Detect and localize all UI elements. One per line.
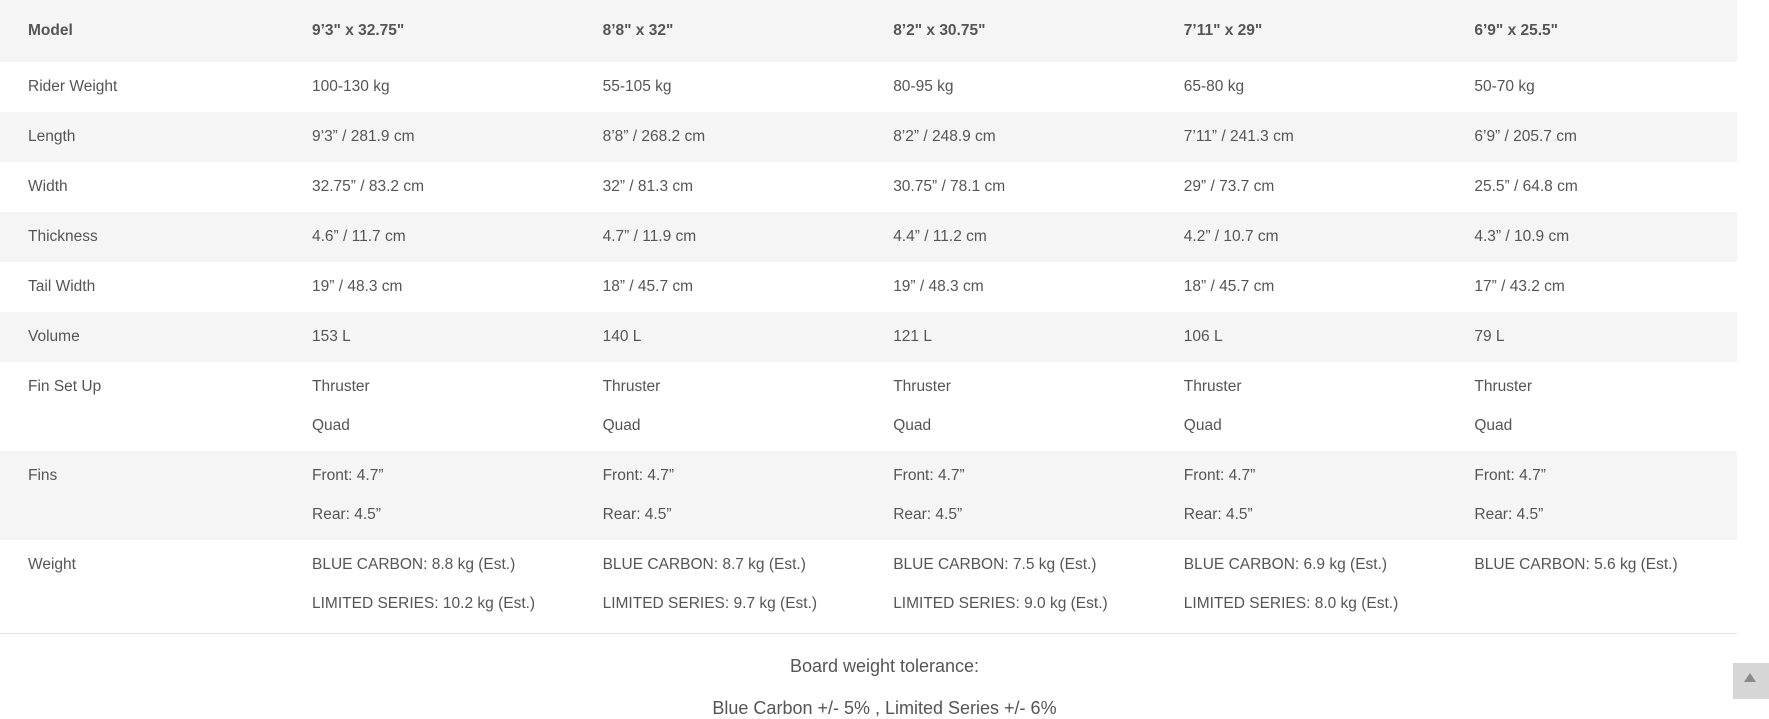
table-cell [284,112,575,162]
cell-line: 4.4” / 11.2 cm [893,228,987,245]
table-body [0,62,1737,634]
table-cell [1156,362,1447,451]
cell-line: LIMITED SERIES: 9.7 kg (Est.) [602,595,818,612]
cell-line: LIMITED SERIES: 8.0 kg (Est.) [1183,595,1399,612]
table-header-row [0,0,1737,62]
table-cell [284,540,575,634]
table-cell [1446,112,1737,162]
cell-line: Quad [893,417,932,434]
cell-line: 18” / 45.7 cm [602,278,694,295]
table-cell [1156,212,1447,262]
cell-line: 18” / 45.7 cm [1183,278,1275,295]
table-cell [1156,162,1447,212]
cell-line: 29” / 73.7 cm [1183,178,1275,195]
column-header-size-1: 9’3" x 32.75" [312,22,405,39]
cell-line: 121 L [893,328,932,345]
table-cell [575,540,866,634]
cell-line: 140 L [602,328,642,345]
cell-line: LIMITED SERIES: 10.2 kg (Est.) [312,595,536,612]
cell-line: Rear: 4.5” [893,506,963,523]
row-label: Rider Weight [28,78,118,95]
table-row [0,212,1737,262]
cell-line: 17” / 43.2 cm [1474,278,1565,295]
cell-line: Thruster [1474,378,1533,395]
cell-line: Thruster [893,378,951,395]
table-cell [575,62,866,112]
table-header [0,0,1737,62]
table-cell [1446,162,1737,212]
column-header-size-5: 6’9" x 25.5" [1474,22,1559,39]
table-cell [865,362,1156,451]
row-label: Thickness [28,228,98,245]
table-cell [575,362,866,451]
row-label: Fin Set Up [28,378,102,395]
cell-line: 106 L [1183,328,1223,345]
table-cell [1156,62,1447,112]
cell-line: 4.2” / 10.7 cm [1183,228,1279,245]
cell-line: Quad [1474,417,1513,434]
cell-line: 153 L [312,328,351,345]
cell-line: 25.5” / 64.8 cm [1474,178,1578,195]
cell-line: Front: 4.7” [893,467,965,484]
cell-line: BLUE CARBON: 8.8 kg (Est.) [312,556,516,573]
table-cell [575,112,866,162]
cell-line: 4.3” / 10.9 cm [1474,228,1570,245]
cell-line: BLUE CARBON: 7.5 kg (Est.) [893,556,1097,573]
table-cell [575,312,866,362]
cell-line: Thruster [602,378,661,395]
table-cell [1156,262,1447,312]
table-cell [1156,451,1447,540]
cell-line: LIMITED SERIES: 9.0 kg (Est.) [893,595,1108,612]
table-cell [865,112,1156,162]
cell-line: Quad [312,417,350,434]
table-row [0,112,1737,162]
table-row [0,262,1737,312]
cell-line: 19” / 48.3 cm [312,278,403,295]
table-cell [1446,451,1737,540]
cell-line: Thruster [312,378,370,395]
table-cell [865,212,1156,262]
table-cell [1156,312,1447,362]
cell-line: 55-105 kg [602,78,672,95]
cell-line: 80-95 kg [893,78,954,95]
chevron-up-icon [1744,673,1756,682]
row-label: Width [28,178,68,195]
table-cell [1446,262,1737,312]
table-cell [575,212,866,262]
table-cell [575,262,866,312]
cell-line: BLUE CARBON: 8.7 kg (Est.) [602,556,806,573]
table-cell [1446,312,1737,362]
table-cell [865,162,1156,212]
column-header-size-3: 8’2" x 30.75" [893,22,986,39]
table-cell [1446,62,1737,112]
table-cell [284,262,575,312]
table-row [0,62,1737,112]
cell-line: Front: 4.7” [1474,467,1546,484]
table-cell [575,162,866,212]
cell-line: Rear: 4.5” [312,506,381,523]
cell-line: BLUE CARBON: 5.6 kg (Est.) [1474,556,1678,573]
cell-line: 50-70 kg [1474,78,1535,95]
table-cell [284,451,575,540]
cell-line: 30.75” / 78.1 cm [893,178,1006,195]
scrollbar-thumb[interactable] [1733,663,1769,699]
row-label: Weight [0,540,284,634]
cell-line: 65-80 kg [1183,78,1245,95]
table-cell [865,312,1156,362]
table-cell [284,362,575,451]
table-cell [1446,362,1737,451]
column-header-size-2: 8’8" x 32" [602,22,674,39]
table-row [0,362,1737,451]
row-label: Fins [28,467,58,484]
table-row [0,451,1737,540]
cell-line: 8’8” / 268.2 cm [602,128,706,145]
row-label: Length [28,128,76,145]
cell-line: Front: 4.7” [602,467,675,484]
table-cell [575,451,866,540]
column-header-model: Model [28,22,73,39]
cell-line: Front: 4.7” [1183,467,1256,484]
cell-line: 100-130 kg [312,78,390,95]
cell-line: 79 L [1474,328,1505,345]
table-cell [284,162,575,212]
table-cell [284,62,575,112]
row-label: Volume [28,328,80,345]
table-cell [865,451,1156,540]
cell-line: Quad [1183,417,1222,434]
table-cell [284,312,575,362]
row-label: Tail Width [28,278,96,295]
cell-line: 7’11” / 241.3 cm [1183,128,1294,145]
cell-line: Rear: 4.5” [1183,506,1253,523]
table-cell [865,62,1156,112]
weight-tolerance-notes [0,656,1769,719]
note-line-tolerance-values: Blue Carbon +/- 5% , Limited Series +/- 6% [712,697,1057,718]
cell-line: 8’2” / 248.9 cm [893,128,996,145]
cell-line: Rear: 4.5” [602,506,672,523]
cell-line: 4.6” / 11.7 cm [312,228,406,245]
table-cell [1446,212,1737,262]
cell-line: Rear: 4.5” [1474,506,1544,523]
cell-line: Front: 4.7” [312,467,384,484]
table-cell [865,262,1156,312]
cell-line: 4.7” / 11.9 cm [602,228,697,245]
table-cell [865,540,1156,634]
column-header-size-4: 7’11" x 29" [1183,22,1263,39]
cell-line: BLUE CARBON: 6.9 kg (Est.) [1183,556,1388,573]
table-row [0,312,1737,362]
table-cell [284,212,575,262]
cell-line: 9’3” / 281.9 cm [312,128,415,145]
table-cell [1156,540,1447,634]
note-line-tolerance-title: Board weight tolerance: [789,656,980,676]
cell-line: Thruster [1183,378,1242,395]
table-cell [1446,540,1737,634]
cell-line: Quad [602,417,641,434]
cell-line: 6’9” / 205.7 cm [1474,128,1577,145]
cell-line: 32.75” / 83.2 cm [312,178,425,195]
table-cell [1156,112,1447,162]
table-row [0,162,1737,212]
cell-line: 19” / 48.3 cm [893,278,984,295]
cell-line: 32” / 81.3 cm [602,178,694,195]
table-row [0,540,1737,634]
